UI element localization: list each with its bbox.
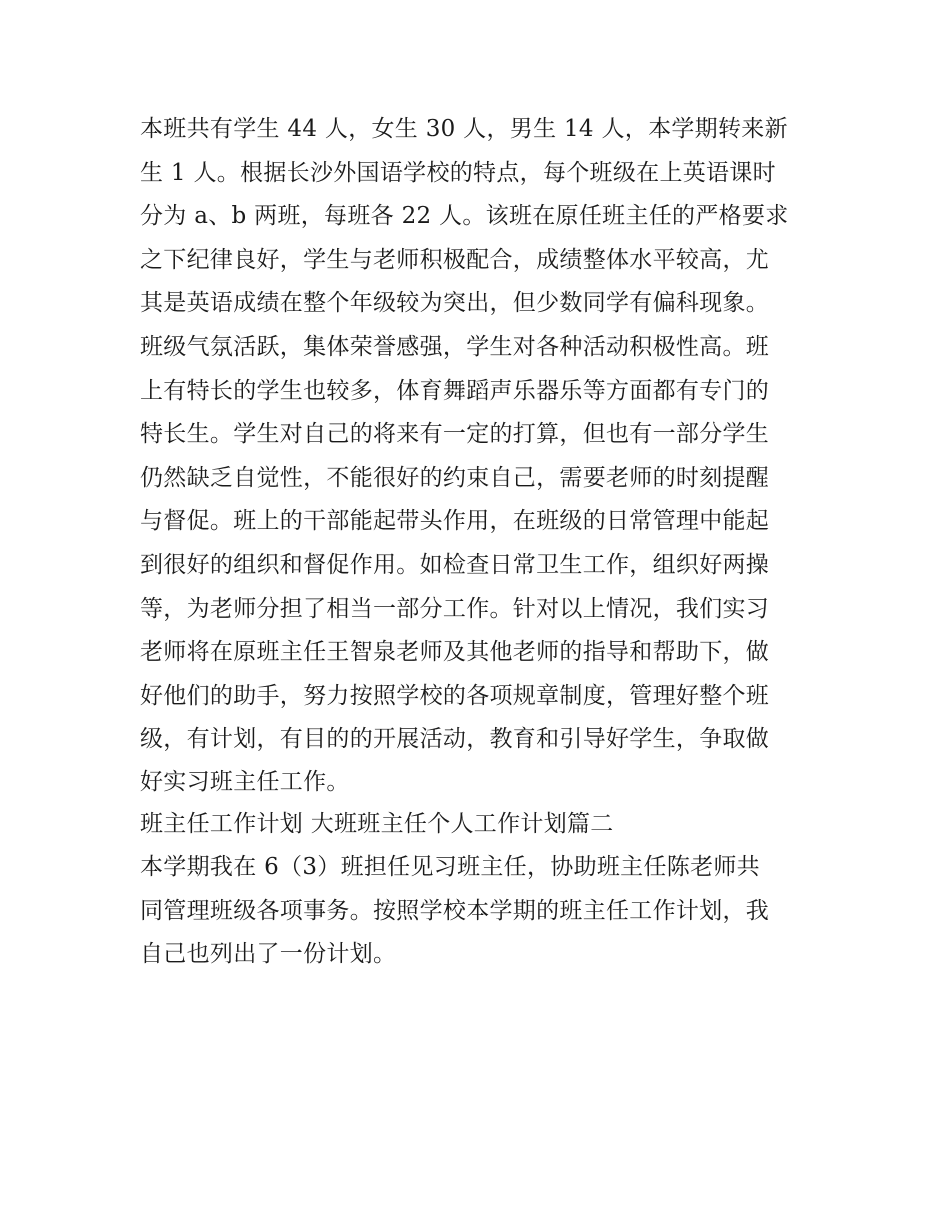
text-line: 班级气氛活跃，集体荣誉感强，学生对各种活动积极性高。班 bbox=[140, 333, 770, 360]
text-line: 与督促。班上的干部能起带头作用，在班级的日常管理中能起 bbox=[140, 508, 770, 535]
text-line: 上有特长的学生也较多，体育舞蹈声乐器乐等方面都有专门的 bbox=[140, 377, 770, 404]
text-line: 分为 a、b 两班，每班各 22 人。该班在原任班主任的严格要求 bbox=[140, 203, 789, 230]
text-line: 到很好的组织和督促作用。如检查日常卫生工作，组织好两操 bbox=[140, 551, 770, 578]
text-line: 本学期我在 6（3）班担任见习班主任，协助班主任陈老师共 bbox=[140, 853, 760, 880]
text-line: 生 1 人。根据长沙外国语学校的特点，每个班级在上英语课时 bbox=[140, 159, 776, 186]
paragraph-intro bbox=[140, 846, 830, 977]
text-line: 本班共有学生 44 人，女生 30 人，男生 14 人，本学期转来新 bbox=[140, 116, 788, 142]
text-line: 同管理班级各项事务。按照学校本学期的班主任工作计划，我 bbox=[140, 897, 770, 924]
text-line: 之下纪律良好，学生与老师积极配合，成绩整体水平较高，尤 bbox=[140, 246, 770, 273]
text-line: 好他们的助手，努力按照学校的各项规章制度，管理好整个班 bbox=[140, 682, 770, 709]
text-line: 老师将在原班主任王智泉老师及其他老师的指导和帮助下，做 bbox=[140, 639, 770, 666]
text-line: 特长生。学生对自己的将来有一定的打算，但也有一部分学生 bbox=[140, 421, 770, 448]
text-line: 其是英语成绩在整个年级较为突出，但少数同学有偏科现象。 bbox=[140, 290, 770, 317]
text-line: 好实习班主任工作。 bbox=[140, 768, 350, 795]
section-heading: 班主任工作计划 大班班主任个人工作计划篇二 bbox=[140, 810, 614, 837]
text-line: 级，有计划，有目的的开展活动，教育和引导好学生，争取做 bbox=[140, 726, 770, 753]
text-line: 等，为老师分担了相当一部分工作。针对以上情况，我们实习 bbox=[140, 595, 770, 622]
document-body bbox=[140, 108, 830, 977]
text-line: 仍然缺乏自觉性，不能很好的约束自己，需要老师的时刻提醒 bbox=[140, 464, 770, 491]
text-line: 自己也列出了一份计划。 bbox=[140, 941, 397, 968]
paragraph-class-overview bbox=[140, 108, 830, 802]
